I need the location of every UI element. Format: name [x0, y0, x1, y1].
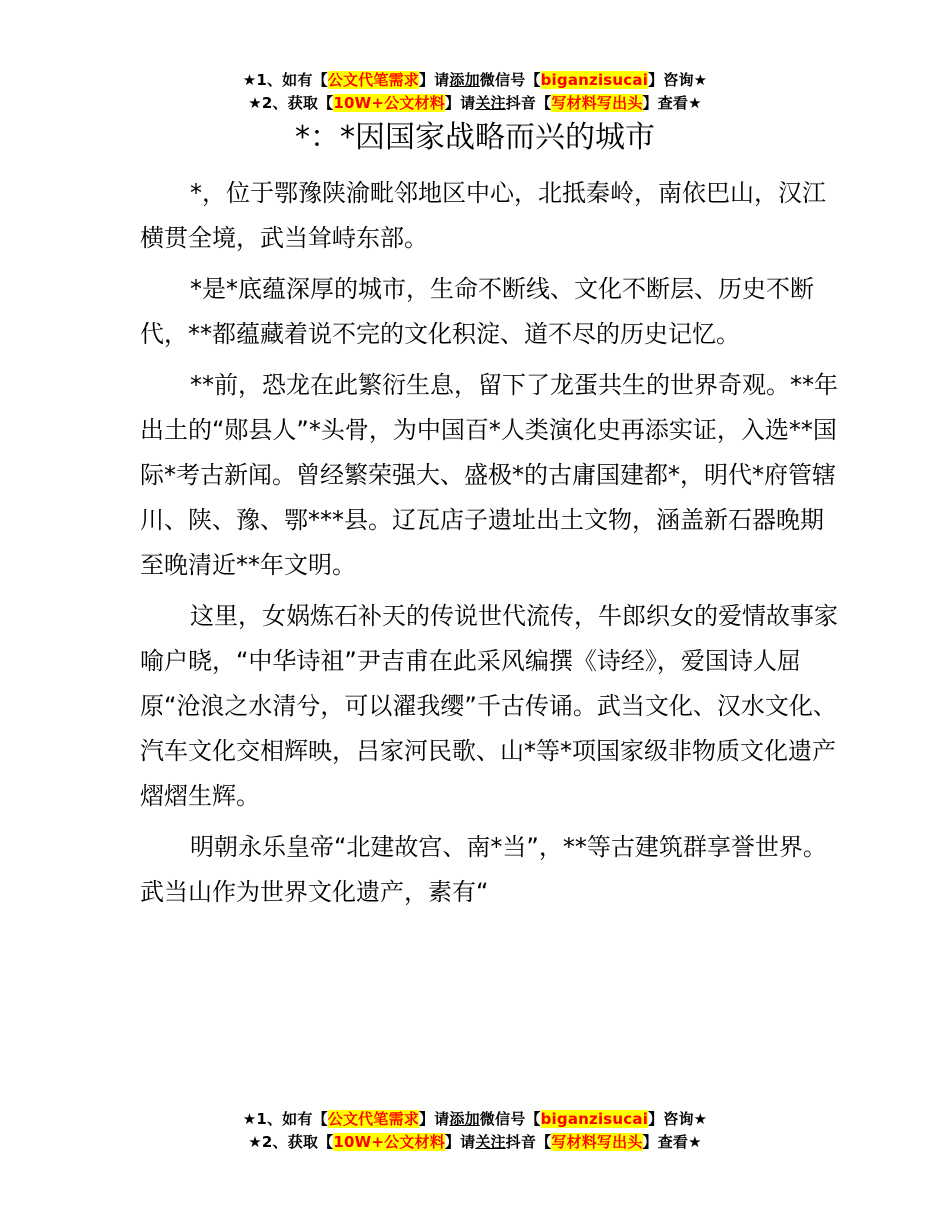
paragraph: 这里，女娲炼石补天的传说世代流传，牛郎织女的爱情故事家喻户晓，“中华诗祖”尹吉甫在此采风编撰《诗经》，爱国诗人屈原“沧浪之水清兮，可以濯我缨”千古传诵。武当文化、汉水文化、汽车文化交相辉映，吕家河民歌、山*等*项国家级非物质文化遗产熠熠生辉。 [140, 602, 838, 810]
document-body [140, 171, 840, 921]
banner-text: 微信号【 [479, 71, 541, 89]
banner-line-1 [0, 69, 950, 92]
banner-text: ★1、如有【 [242, 1110, 328, 1128]
banner-text: 】咨询★ [648, 1110, 708, 1128]
banner-underlined: 关注 [475, 1133, 506, 1151]
wechat-id: biganzisucai [540, 1110, 649, 1128]
banner-underlined: 关注 [475, 94, 506, 112]
douyin-name: 写材料写出头 [551, 1133, 643, 1151]
banner-text: ★2、获取【 [248, 1133, 334, 1151]
banner-line-2 [0, 1131, 950, 1154]
paragraph: *是*底蕴深厚的城市，生命不断线、文化不断层、历史不断代，**都蕴藏着说不完的文化积淀、道不尽的历史记忆。 [140, 275, 814, 348]
banner-text: 】咨询★ [648, 71, 708, 89]
banner-highlight: 10W+公文材料 [333, 1133, 445, 1151]
document-title: *：*因国家战略而兴的城市 [295, 120, 655, 155]
paragraph: 明朝永乐皇帝“北建故宫、南*当”，**等古建筑群享誉世界。武当山作为世界文化遗产，素有“ [140, 833, 827, 906]
banner-highlight: 10W+公文材料 [333, 94, 445, 112]
banner-underlined: 添加 [449, 71, 480, 89]
banner-text: 】请 [418, 1110, 450, 1128]
banner-underlined: 添加 [449, 1110, 480, 1128]
banner-text: 】查看★ [642, 1133, 702, 1151]
douyin-name: 写材料写出头 [551, 94, 643, 112]
banner-text: 】查看★ [642, 94, 702, 112]
banner-text: 】请 [444, 94, 476, 112]
banner-highlight: 公文代笔需求 [327, 1110, 419, 1128]
banner-text: 微信号【 [479, 1110, 541, 1128]
banner-text: 】请 [444, 1133, 476, 1151]
banner-text: ★1、如有【 [242, 71, 328, 89]
banner-text: 】请 [418, 71, 450, 89]
wechat-id: biganzisucai [540, 71, 649, 89]
banner-line-1 [0, 1108, 950, 1131]
banner-highlight: 公文代笔需求 [327, 71, 419, 89]
header-banner [0, 69, 950, 115]
banner-text: 抖音【 [505, 1133, 552, 1151]
paragraph: **前，恐龙在此繁衍生息，留下了龙蛋共生的世界奇观。**年出土的“郧县人”*头骨，为中国百*人类演化史再添实证，入选**国际*考古新闻。曾经繁荣强大、盛极*的古庸国建都*，明代*府管辖川、陕、豫、鄂***县。辽瓦店子遗址出土文物，涵盖新石器晚期至晚清近**年文明。 [140, 371, 838, 579]
banner-text: ★2、获取【 [248, 94, 334, 112]
paragraph: *，位于鄂豫陕渝毗邻地区中心，北抵秦岭，南依巴山，汉江横贯全境，武当耸峙东部。 [140, 179, 826, 252]
banner-line-2 [0, 92, 950, 115]
footer-banner [0, 1108, 950, 1154]
banner-text: 抖音【 [505, 94, 552, 112]
